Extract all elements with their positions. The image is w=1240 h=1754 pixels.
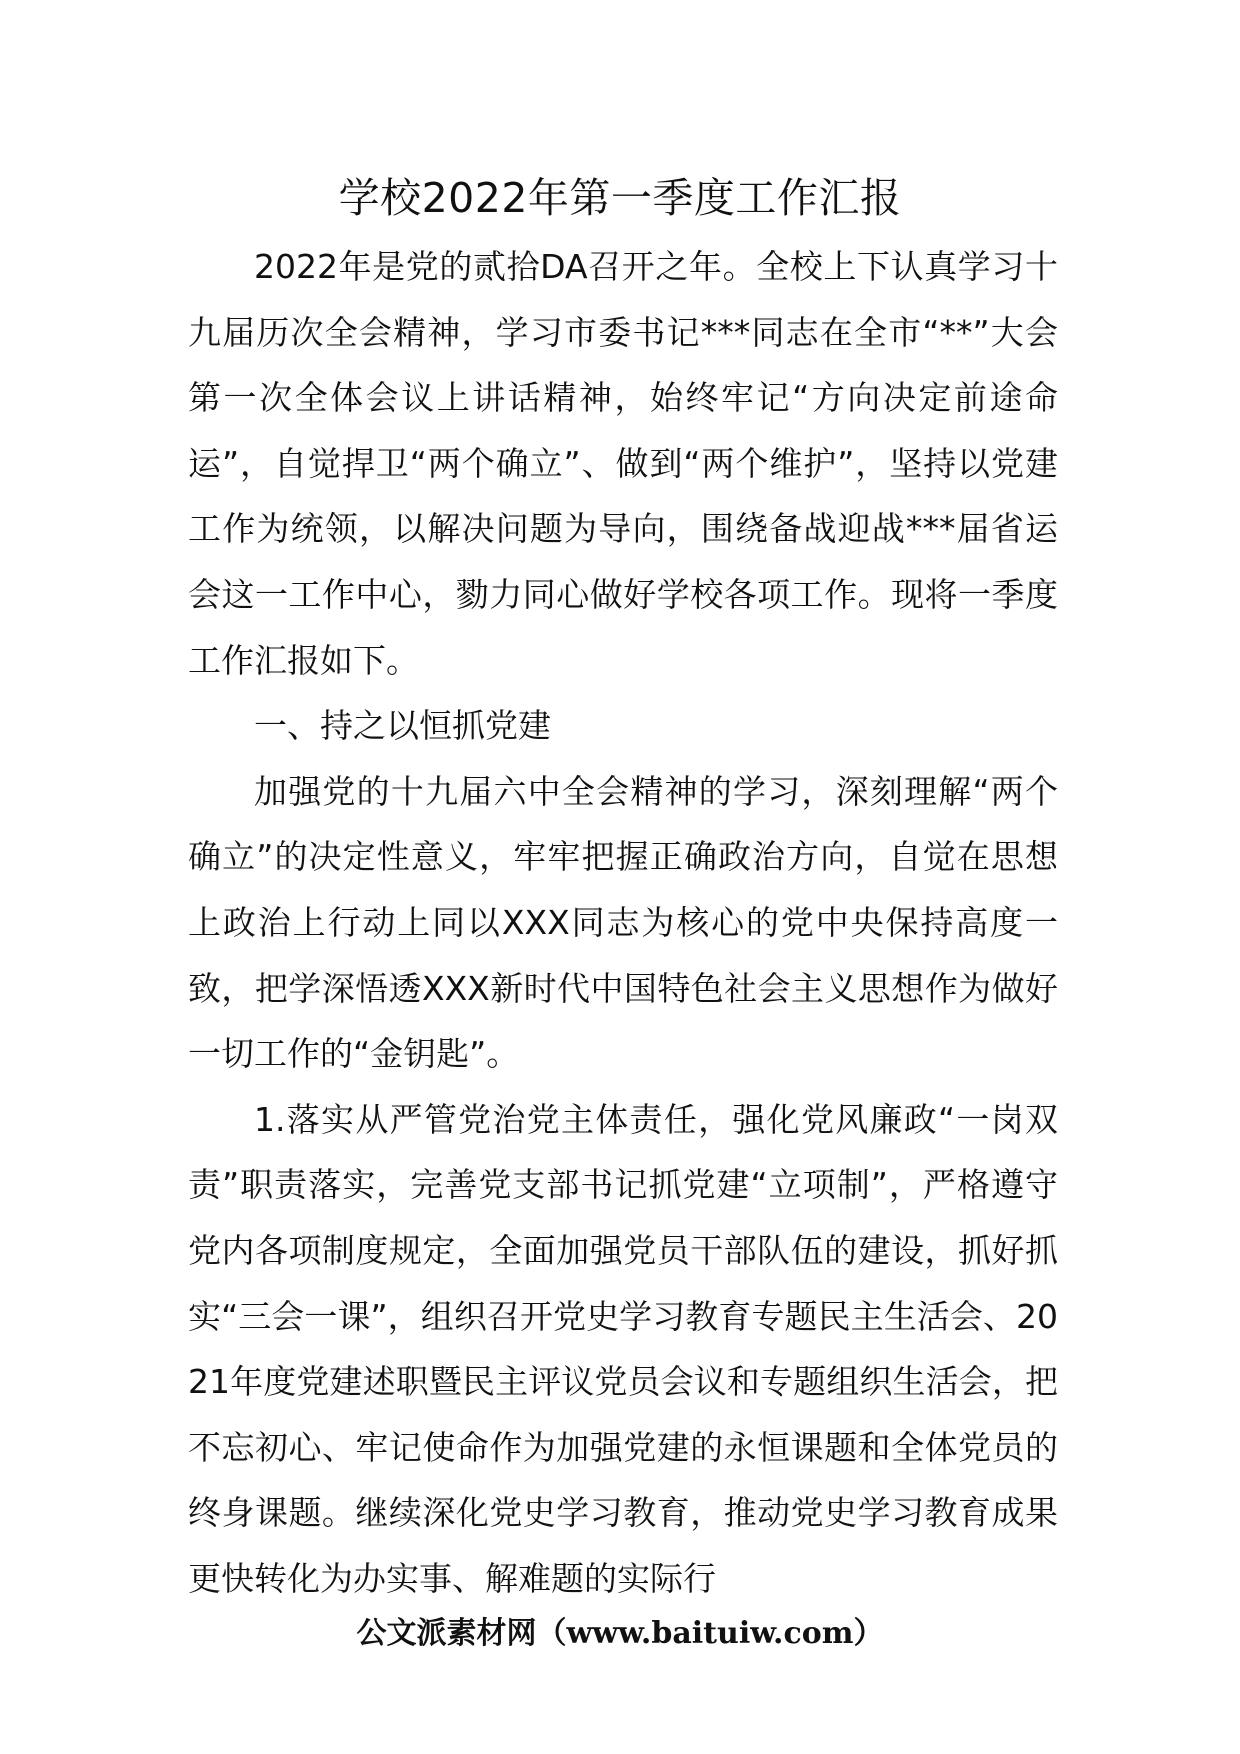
item-paragraph: 1.落实从严管党治党主体责任，强化党风廉政“一岗双责”职责落实，完善党支部书记抓党建“立项制”，严格遵守党内各项制度规定，全面加强党员干部队伍的建设，抓好抓实“三会一课”，组织召开党史学习教育专题民主生活会、2021年度党建述职暨民主评议党员会议和专题组织生活会，把不忘初心、牢记使命作为加强党建的永恒课题和全体党员的终身课题。继续深化党史学习教育，推动党史学习教育成果更快转化为办实事、解难题的实际行 bbox=[188, 1099, 1058, 1598]
section-heading: 一、持之以恒抓党建 bbox=[254, 706, 551, 746]
document-body bbox=[188, 234, 1058, 1611]
section-paragraph: 加强党的十九届六中全会精神的学习，深刻理解“两个确立”的决定性意义，牢牢把握正确政治方向，自觉在思想上政治上行动上同以XXX同志为核心的党中央保持高度一致，把学深悟透XXX新时代中国特色社会主义思想作为做好一切工作的“金钥匙”。 bbox=[188, 771, 1058, 1074]
document-title: 学校2022年第一季度工作汇报 bbox=[338, 174, 902, 222]
intro-paragraph: 2022年是党的贰拾DA召开之年。全校上下认真学习十九届历次全会精神，学习市委书记***同志在全市“**”大会第一次全体会议上讲话精神，始终牢记“方向决定前途命运”，自觉捍卫“两个确立”、做到“两个维护”，坚持以党建工作为统领，以解决问题为导向，围绕备战迎战***届省运会这一工作中心，勠力同心做好学校各项工作。现将一季度工作汇报如下。 bbox=[188, 247, 1058, 680]
footer-watermark: 公文派素材网（www.baituiw.com） bbox=[356, 1616, 884, 1651]
